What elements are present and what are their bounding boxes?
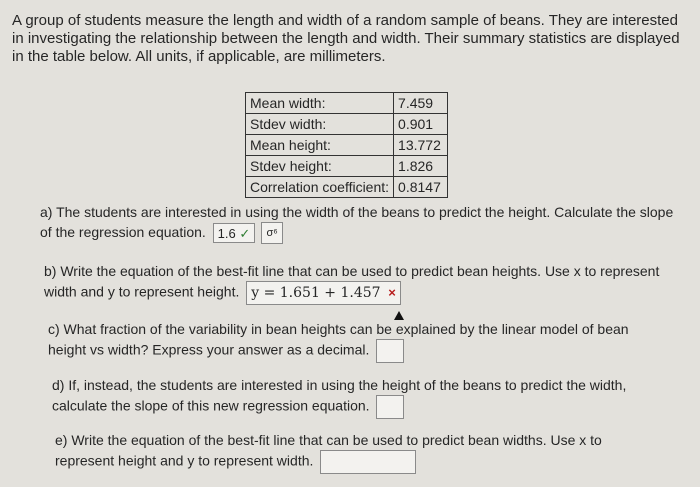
question-b-text: b) Write the equation of the best-fit line that can be used to predict bean heights. Use x to represent width and y to represent height. — [44, 263, 660, 300]
stat-value: 0.8147 — [394, 177, 448, 198]
table-row — [246, 177, 448, 198]
table-row — [246, 93, 448, 114]
stat-label: Mean width: — [246, 93, 394, 114]
question-c — [48, 319, 648, 363]
stat-value: 13.772 — [394, 135, 448, 156]
stat-label: Stdev width: — [246, 114, 394, 135]
stat-value: 7.459 — [394, 93, 448, 114]
cross-icon: × — [388, 285, 396, 300]
mouse-cursor-icon — [394, 311, 404, 320]
question-e — [55, 430, 635, 474]
table-row — [246, 156, 448, 177]
sigma-icon[interactable]: σ⁶ — [261, 222, 283, 244]
question-d — [52, 375, 652, 419]
answer-e-input[interactable] — [320, 450, 416, 474]
answer-b-value: y = 1.651 + 1.457 — [251, 285, 381, 301]
answer-a-value: 1.6 — [217, 226, 236, 242]
answer-d-input[interactable] — [376, 395, 404, 419]
stat-label: Correlation coefficient: — [246, 177, 394, 198]
answer-c-input[interactable] — [376, 339, 404, 363]
check-icon: ✓ — [239, 226, 251, 242]
stat-value: 0.901 — [394, 114, 448, 135]
answer-a-input[interactable] — [213, 223, 256, 243]
stat-label: Stdev height: — [246, 156, 394, 177]
question-a-text: a) The students are interested in using the width of the beans to predict the height. Calculate the slope of the regression equation. — [40, 204, 674, 240]
question-c-text: c) What fraction of the variability in bean heights can be explained by the linear model of bean height vs width? Express your answer as a decimal. — [48, 321, 629, 358]
question-d-text: d) If, instead, the students are interested in using the height of the beans to predict the width, calculate the slope of this new regression equation. — [52, 377, 627, 414]
table-row — [246, 135, 448, 156]
stat-label: Mean height: — [246, 135, 394, 156]
intro-paragraph: A group of students measure the length and width of a random sample of beans. They are interested in investigating the relationship between the length and width. Their summary statistics are displayed in the table below. All units, if applicable, are millimeters. — [12, 12, 680, 65]
question-b — [44, 261, 664, 305]
answer-b-input[interactable] — [246, 281, 401, 305]
table-row — [246, 114, 448, 135]
stat-value: 1.826 — [394, 156, 448, 177]
summary-statistics-table — [245, 92, 448, 198]
question-e-text: e) Write the equation of the best-fit line that can be used to predict bean widths. Use x to represent height and y to represent width. — [55, 432, 602, 469]
question-a — [40, 202, 680, 244]
